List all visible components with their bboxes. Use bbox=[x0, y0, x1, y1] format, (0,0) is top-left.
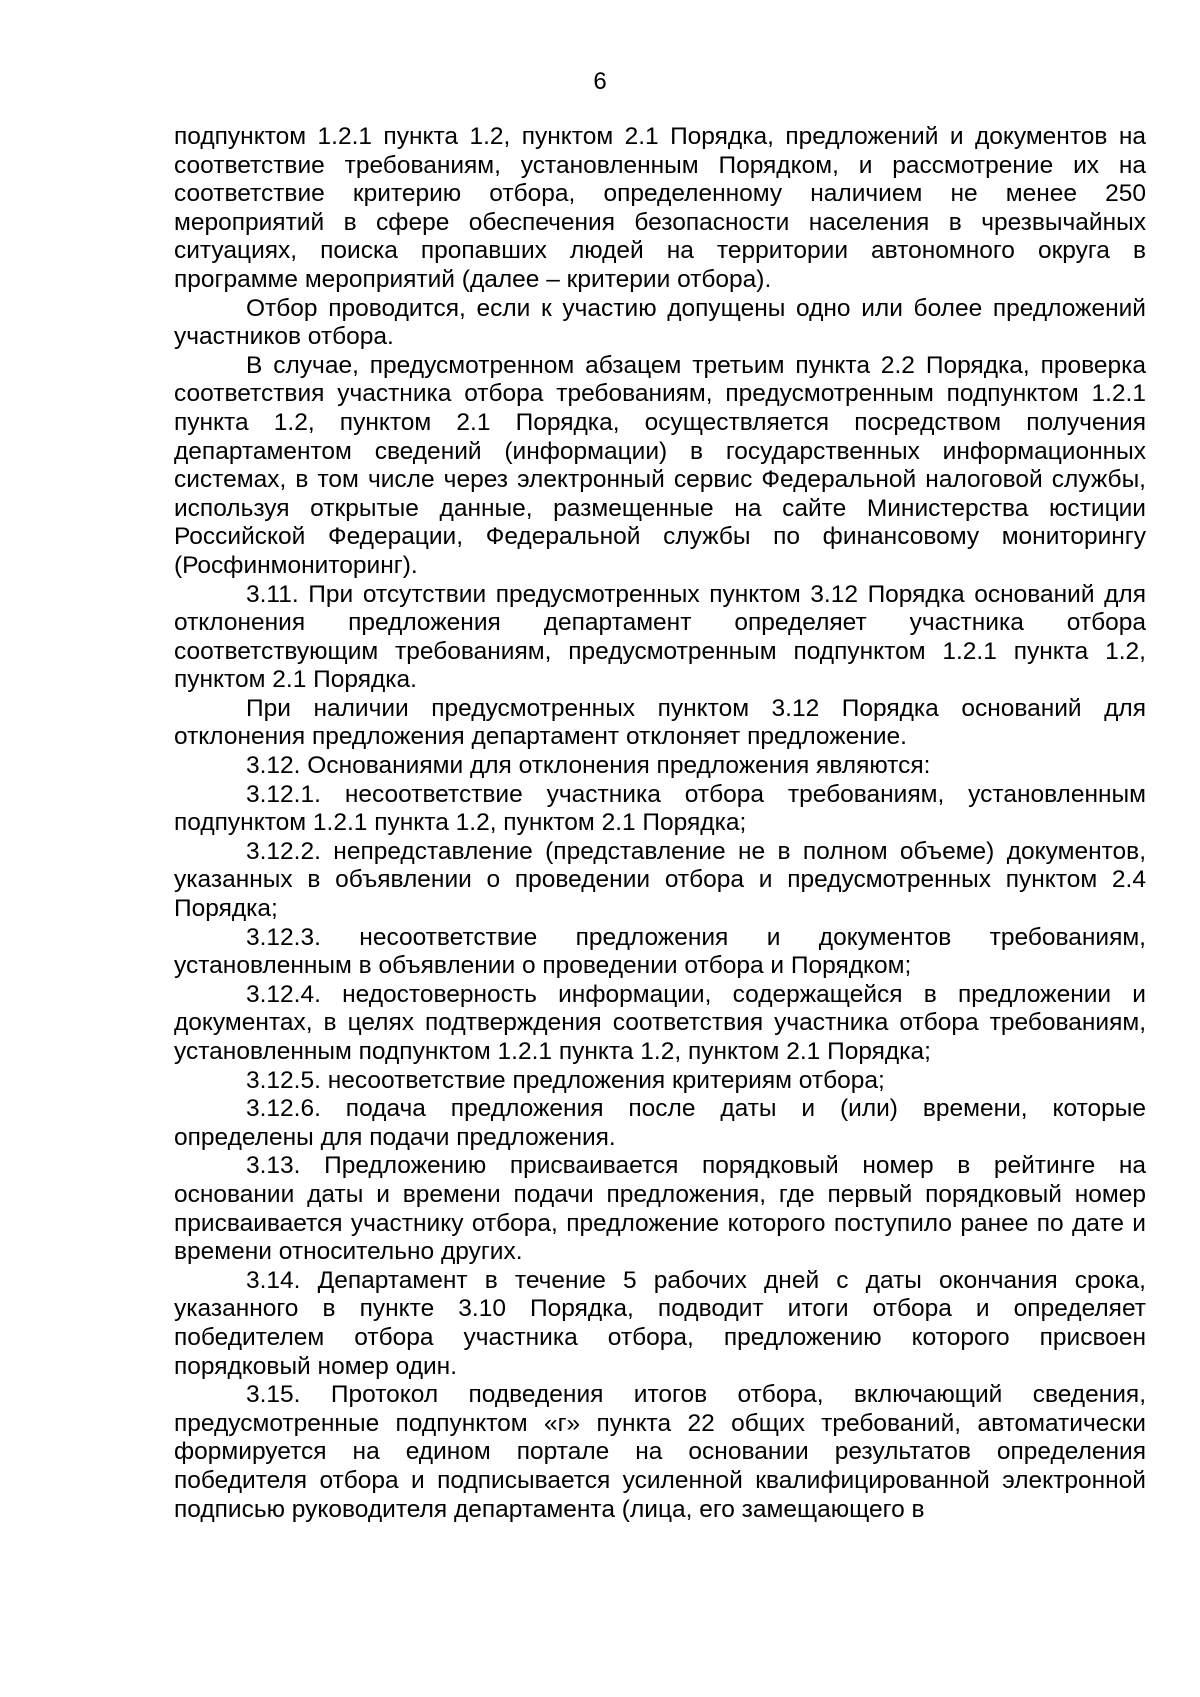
paragraph: 3.12.6. подача предложения после даты и (или) времени, которые определены для подачи предложения. bbox=[174, 1095, 1146, 1151]
paragraph: 3.12. Основаниями для отклонения предложения являются: bbox=[246, 752, 931, 780]
paragraph: 3.12.2. непредставление (представление не в полном объеме) документов, указанных в объявлении о проведении отбора и предусмотренных пунктом 2.4 Порядка; bbox=[174, 837, 1146, 923]
paragraph: подпунктом 1.2.1 пункта 1.2, пунктом 2.1 Порядка, предложений и документов на соответствие требованиям, установленным Порядком, и рассмотрение их на соответствие критерию отбора, определенному наличием не менее 250 мероприятий в сфере обеспечения безопасности населения в чрезвычайных ситуациях, поиска пропавших людей на территории автономного округа в программе мероприятий (далее – критерии отбора). bbox=[174, 123, 1146, 293]
paragraph: В случае, предусмотренном абзацем третьим пункта 2.2 Порядка, проверка соответствия участника отбора требованиям, предусмотренным подпунктом 1.2.1 пункта 1.2, пунктом 2.1 Порядка, осуществляется посредством получения департаментом сведений (информации) в государственных информационных системах, в том числе через электронный сервис Федеральной налоговой службы, используя открытые данные, размещенные на сайте Министерства юстиции Российской Федерации, Федеральной службы по финансовому мониторингу (Росфинмониторинг). bbox=[174, 351, 1146, 579]
paragraph: 3.14. Департамент в течение 5 рабочих дней с даты окончания срока, указанного в пункте 3.10 Порядка, подводит итоги отбора и определяет победителем отбора участника отбора, предложению которого присвоен порядковый номер один. bbox=[174, 1266, 1146, 1380]
paragraph: 3.12.1. несоответствие участника отбора требованиям, установленным подпунктом 1.2.1 пункта 1.2, пунктом 2.1 Порядка; bbox=[174, 780, 1146, 837]
paragraph: 3.13. Предложению присваивается порядковый номер в рейтинге на основании даты и времени подачи предложения, где первый порядковый номер присваивается участнику отбора, предложение которого поступило ранее по дате и времени относительно других. bbox=[174, 1152, 1146, 1266]
paragraph: 3.15. Протокол подведения итогов отбора, включающий сведения, предусмотренные подпунктом «г» пункта 22 общих требований, автоматически формируется на едином портале на основании результатов определения победителя отбора и подписывается усиленной квалифицированной электронной подписью руководителя департамента (лица, его замещающего в bbox=[174, 1381, 1146, 1523]
page-number: 6 bbox=[593, 68, 607, 95]
paragraph: 3.11. При отсутствии предусмотренных пунктом 3.12 Порядка оснований для отклонения предложения департамент определяет участника отбора соответствующим требованиям, предусмотренным подпунктом 1.2.1 пункта 1.2, пунктом 2.1 Порядка. bbox=[174, 580, 1146, 694]
paragraph: 3.12.4. недостоверность информации, содержащейся в предложении и документах, в целях подтверждения соответствия участника отбора требованиям, установленным подпунктом 1.2.1 пункта 1.2, пунктом 2.1 Порядка; bbox=[174, 980, 1146, 1065]
paragraph: 3.12.5. несоответствие предложения критериям отбора; bbox=[246, 1066, 885, 1094]
paragraph: При наличии предусмотренных пунктом 3.12 Порядка оснований для отклонения предложения департамент отклоняет предложение. bbox=[174, 694, 1146, 751]
document-body bbox=[174, 123, 1146, 1524]
paragraph: 3.12.3. несоответствие предложения и документов требованиям, установленным в объявлении о проведении отбора и Порядком; bbox=[174, 923, 1146, 980]
paragraph: Отбор проводится, если к участию допущены одно или более предложений участников отбора. bbox=[174, 294, 1146, 351]
